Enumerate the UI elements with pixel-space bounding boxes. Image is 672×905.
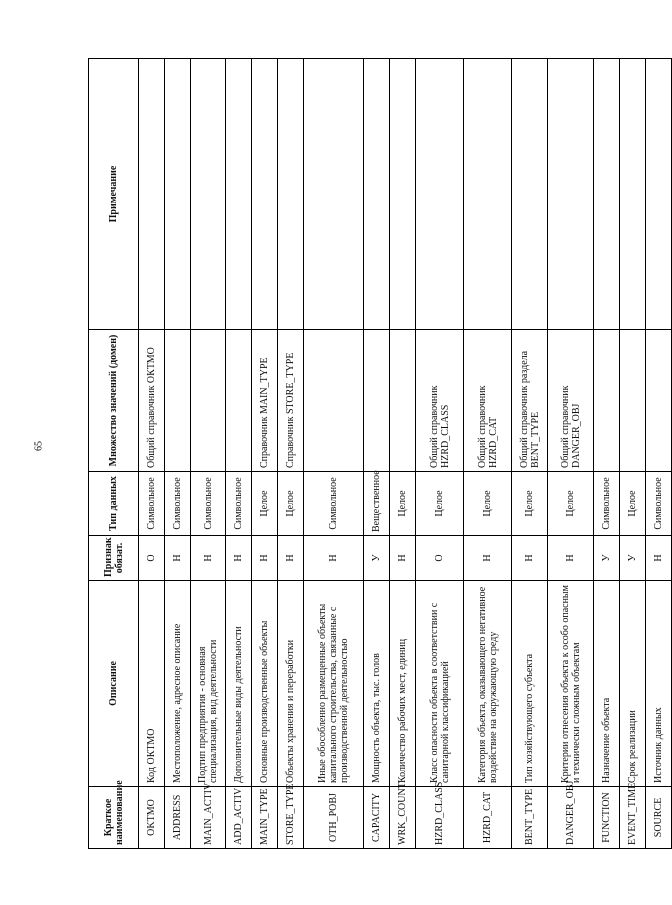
table-row: [191, 59, 226, 849]
cell-note: [165, 59, 191, 330]
cell-short-name: BENT_TYPE: [512, 787, 548, 849]
cell-domain: [304, 330, 364, 472]
cell-short-name: SOURCE: [646, 787, 672, 849]
cell-data-type: Целое: [416, 472, 464, 536]
cell-domain: Справочник MAIN_TYPE: [252, 330, 278, 472]
cell-description: Тип хозяйствующего субъекта: [512, 581, 548, 787]
cell-mandatory: Н: [165, 536, 191, 581]
cell-note: [548, 59, 594, 330]
cell-domain: [191, 330, 226, 472]
cell-description: Критерии отнесения объекта к особо опасным и технически сложным объектам: [548, 581, 594, 787]
cell-data-type: Символьное: [139, 472, 165, 536]
header-data-type: Тип данных: [89, 472, 139, 536]
header-row: [89, 59, 139, 849]
cell-note: [646, 59, 672, 330]
cell-short-name: CAPACITY: [364, 787, 390, 849]
cell-domain: Общий справочник DANGER_OBJ: [548, 330, 594, 472]
cell-data-type: Символьное: [191, 472, 226, 536]
cell-description: Количество рабочих мест, единиц: [390, 581, 416, 787]
cell-short-name: EVENT_TIME: [620, 787, 646, 849]
cell-short-name: HZRD_CLASS: [416, 787, 464, 849]
header-mandatory-flag: Признак обязат.: [89, 536, 139, 581]
cell-note: [416, 59, 464, 330]
cell-short-name: MAIN_TYPE: [252, 787, 278, 849]
cell-description: Дополнительные виды деятельности: [226, 581, 252, 787]
cell-mandatory: Н: [464, 536, 512, 581]
cell-description: Иные обособленно размещенные объекты капитального строительства, связанные с производственной деятельностью: [304, 581, 364, 787]
cell-domain: [364, 330, 390, 472]
cell-domain: Общий справочник ОКТМО: [139, 330, 165, 472]
cell-description: Класс опасности объекта в соответствии с санитарной классификацией: [416, 581, 464, 787]
cell-short-name: OKTMO: [139, 787, 165, 849]
cell-description: Подтип предприятия - основная специализация, вид деятельности: [191, 581, 226, 787]
cell-domain: Общий справочник HZRD_CAT: [464, 330, 512, 472]
table-row: [165, 59, 191, 849]
cell-data-type: Символьное: [646, 472, 672, 536]
cell-mandatory: Н: [548, 536, 594, 581]
cell-note: [594, 59, 620, 330]
cell-short-name: MAIN_ACTIV: [191, 787, 226, 849]
header-short-name: Краткое наименование: [89, 787, 139, 849]
cell-domain: Общий справочник HZRD_CLASS: [416, 330, 464, 472]
cell-data-type: Целое: [512, 472, 548, 536]
cell-description: Мощность объекта, тыс. голов: [364, 581, 390, 787]
cell-mandatory: У: [594, 536, 620, 581]
header-value-domain: Множество значений (домен): [89, 330, 139, 472]
table-row: [548, 59, 594, 849]
cell-note: [191, 59, 226, 330]
cell-domain: [226, 330, 252, 472]
cell-domain: [646, 330, 672, 472]
cell-short-name: DANGER_OBJ: [548, 787, 594, 849]
cell-data-type: Целое: [464, 472, 512, 536]
cell-description: Срок реализации: [620, 581, 646, 787]
cell-short-name: HZRD_CAT: [464, 787, 512, 849]
table-row: [364, 59, 390, 849]
cell-data-type: Целое: [278, 472, 304, 536]
cell-domain: Общий справочник раздела BENT_TYPE: [512, 330, 548, 472]
cell-mandatory: Н: [252, 536, 278, 581]
cell-note: [390, 59, 416, 330]
table-row: [139, 59, 165, 849]
cell-data-type: Целое: [252, 472, 278, 536]
cell-short-name: WRK_COUNT: [390, 787, 416, 849]
table-row: [646, 59, 672, 849]
cell-domain: [165, 330, 191, 472]
table-row: [416, 59, 464, 849]
cell-description: Основные производственные объекты: [252, 581, 278, 787]
cell-mandatory: Н: [304, 536, 364, 581]
cell-data-type: Символьное: [594, 472, 620, 536]
cell-description: Объекты хранения и переработки: [278, 581, 304, 787]
attribute-table: [88, 58, 672, 849]
cell-mandatory: Н: [226, 536, 252, 581]
cell-note: [512, 59, 548, 330]
cell-mandatory: О: [416, 536, 464, 581]
cell-note: [139, 59, 165, 330]
cell-description: Назначение объекта: [594, 581, 620, 787]
cell-description: Местоположение, адресное описание: [165, 581, 191, 787]
table-row: [304, 59, 364, 849]
cell-note: [278, 59, 304, 330]
cell-mandatory: Н: [646, 536, 672, 581]
table-row: [620, 59, 646, 849]
cell-note: [252, 59, 278, 330]
cell-data-type: Целое: [620, 472, 646, 536]
cell-description: Код ОКТМО: [139, 581, 165, 787]
table-row: [278, 59, 304, 849]
cell-mandatory: У: [620, 536, 646, 581]
header-description: Описание: [89, 581, 139, 787]
cell-note: [304, 59, 364, 330]
cell-short-name: FUNCTION: [594, 787, 620, 849]
cell-mandatory: Н: [512, 536, 548, 581]
cell-short-name: ADDRESS: [165, 787, 191, 849]
table-row: [594, 59, 620, 849]
cell-data-type: Целое: [390, 472, 416, 536]
cell-short-name: OTH_POBJ: [304, 787, 364, 849]
rotated-page-content: [88, 59, 664, 849]
table-row: [252, 59, 278, 849]
cell-domain: [390, 330, 416, 472]
cell-mandatory: Н: [278, 536, 304, 581]
cell-note: [620, 59, 646, 330]
cell-mandatory: У: [364, 536, 390, 581]
cell-mandatory: О: [139, 536, 165, 581]
cell-mandatory: Н: [191, 536, 226, 581]
cell-domain: Справочник STORE_TYPE: [278, 330, 304, 472]
cell-description: Категория объекта, оказывающего негативное воздействие на окружающую среду: [464, 581, 512, 787]
cell-data-type: Целое: [548, 472, 594, 536]
cell-data-type: Символьное: [304, 472, 364, 536]
cell-data-type: Символьное: [226, 472, 252, 536]
page-number: 65: [33, 441, 45, 451]
cell-description: Источник данных: [646, 581, 672, 787]
table-row: [464, 59, 512, 849]
cell-note: [464, 59, 512, 330]
table-row: [390, 59, 416, 849]
cell-domain: [620, 330, 646, 472]
cell-short-name: ADD_ACTIV: [226, 787, 252, 849]
cell-short-name: STORE_TYPE: [278, 787, 304, 849]
cell-data-type: Вещественное: [364, 472, 390, 536]
table-row: [226, 59, 252, 849]
cell-note: [226, 59, 252, 330]
cell-data-type: Символьное: [165, 472, 191, 536]
cell-note: [364, 59, 390, 330]
cell-mandatory: Н: [390, 536, 416, 581]
cell-domain: [594, 330, 620, 472]
table-row: [512, 59, 548, 849]
header-note: Примечание: [89, 59, 139, 330]
